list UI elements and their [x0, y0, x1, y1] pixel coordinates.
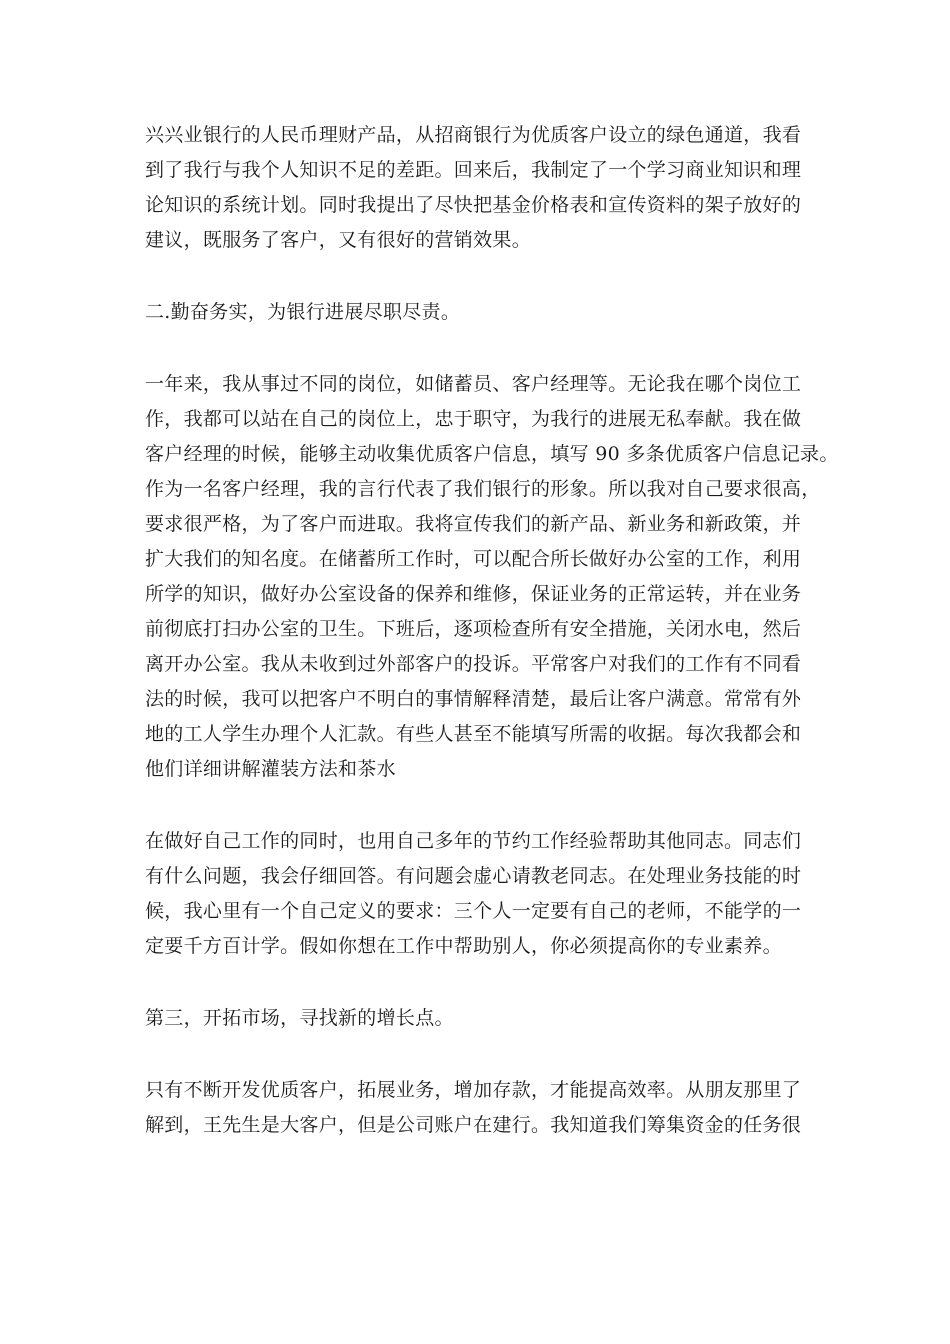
text-line: 前彻底打扫办公室的卫生。下班后，逐项检查所有安全措施，关闭水电，然后 [145, 618, 802, 640]
paragraph-positions [145, 367, 839, 787]
section-heading-three [145, 1001, 810, 1036]
text-line: 建议，既服务了客户，又有很好的营销效果。 [145, 229, 532, 251]
text-line: 论知识的系统计划。同时我提出了尽快把基金价格表和宣传资料的架子放好的 [145, 194, 802, 216]
text-line: 在做好自己工作的同时，也用自己多年的节约工作经验帮助其他同志。同志们 [145, 830, 802, 852]
section-heading-two [145, 295, 810, 330]
text-line: 法的时候，我可以把客户不明白的事情解释清楚，最后让客户满意。常常有外 [145, 688, 802, 710]
text-line: 所学的知识，做好办公室设备的保养和维修，保证业务的正常运转，并在业务 [145, 583, 802, 605]
text-line: 一年来，我从事过不同的岗位，如储蓄员、客户经理等。无论我在哪个岗位工 [145, 373, 802, 395]
text-line: 离开办公室。我从未收到过外部客户的投诉。平常客户对我们的工作有不同看 [145, 653, 802, 675]
text-line: 有什么问题，我会仔细回答。有问题会虚心请教老同志。在处理业务技能的时 [145, 865, 802, 887]
paragraph-helping-colleagues [145, 824, 810, 964]
text-line: 只有不断开发优质客户，拓展业务，增加存款，才能提高效率。从朋友那里了 [145, 1079, 802, 1101]
paragraph-market-expansion [145, 1073, 810, 1143]
document-body [145, 118, 839, 1180]
text-line: 到了我行与我个人知识不足的差距。回来后，我制定了一个学习商业知识和理 [145, 159, 802, 181]
text-line: 候，我心里有一个自己定义的要求：三个人一定要有自己的老师，不能学的一 [145, 900, 802, 922]
text-line: 解到，王先生是大客户，但是公司账户在建行。我知道我们筹集资金的任务很 [145, 1114, 802, 1136]
text-line: 扩大我们的知名度。在储蓄所工作时，可以配合所长做好办公室的工作，利用 [145, 548, 802, 570]
text-line: 客户经理的时候，能够主动收集优质客户信息，填写 90 多条优质客户信息记录。 [145, 443, 839, 465]
text-line: 作为一名客户经理，我的言行代表了我们银行的形象。所以我对自己要求很高， [145, 478, 821, 500]
text-line: 他们详细讲解灌装方法和茶水 [145, 758, 396, 780]
text-line: 要求很严格，为了客户而进取。我将宣传我们的新产品、新业务和新政策，并 [145, 513, 802, 535]
text-line: 作，我都可以站在自己的岗位上，忠于职守，为我行的进展无私奉献。我在做 [145, 408, 802, 430]
text-line: 定要千方百计学。假如你想在工作中帮助别人，你必须提高你的专业素养。 [145, 935, 782, 957]
section-heading: 第三，开拓市场，寻找新的增长点。 [145, 1007, 454, 1029]
section-heading: 二.勤奋务实，为银行进展尽职尽责。 [145, 301, 461, 323]
text-line: 地的工人学生办理个人汇款。有些人甚至不能填写所需的收据。每次我都会和 [145, 723, 802, 745]
paragraph-wealth-products [145, 118, 810, 258]
text-line: 兴兴业银行的人民币理财产品，从招商银行为优质客户设立的绿色通道，我看 [145, 124, 802, 146]
